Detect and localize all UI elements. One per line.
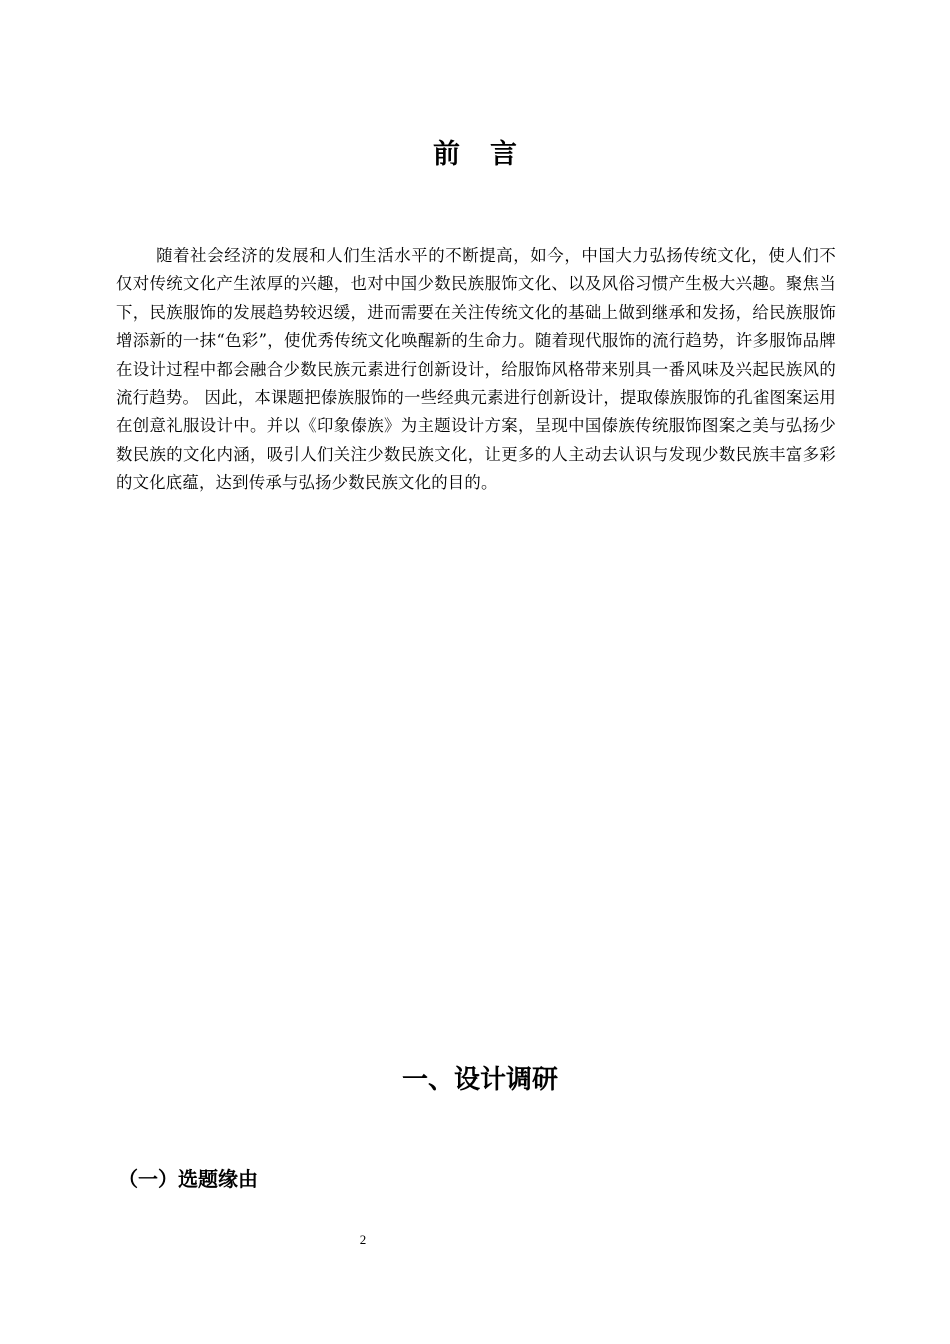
preface-title: 前言 xyxy=(433,139,547,170)
preface-paragraph: 随着社会经济的发展和人们生活水平的不断提高，如今，中国大力弘扬传统文化，使人们不仅对传统文化产生浓厚的兴趣，也对中国少数民族服饰文化、以及风俗习惯产生极大兴趣。聚焦当下，民族服饰的发展趋势较迟缓，进而需要在关注传统文化的基础上做到继承和发扬，给民族服饰增添新的一抹“色彩”，使优秀传统文化唤醒新的生命力。随着现代服饰的流行趋势，许多服饰品牌在设计过程中都会融合少数民族元素进行创新设计，给服饰风格带来别具一番风味及兴起民族风的流行趋势。 因此，本课题把傣族服饰的一些经典元素进行创新设计，提取傣族服饰的孔雀图案运用在创意礼服设计中。并以《印象傣族》为主题设计方案，呈现中国傣族传统服饰图案之美与弘扬少数民族的文化内涵，吸引人们关注少数民族文化，让更多的人主动去认识与发现少数民族丰富多彩的文化底蕴，达到传承与弘扬少数民族文化的目的。 xyxy=(116,246,836,493)
chapter-heading: 一、设计调研 xyxy=(402,1065,559,1095)
section-heading: （一）选题缘由 xyxy=(118,1167,258,1191)
page-number: 2 xyxy=(359,1232,367,1247)
